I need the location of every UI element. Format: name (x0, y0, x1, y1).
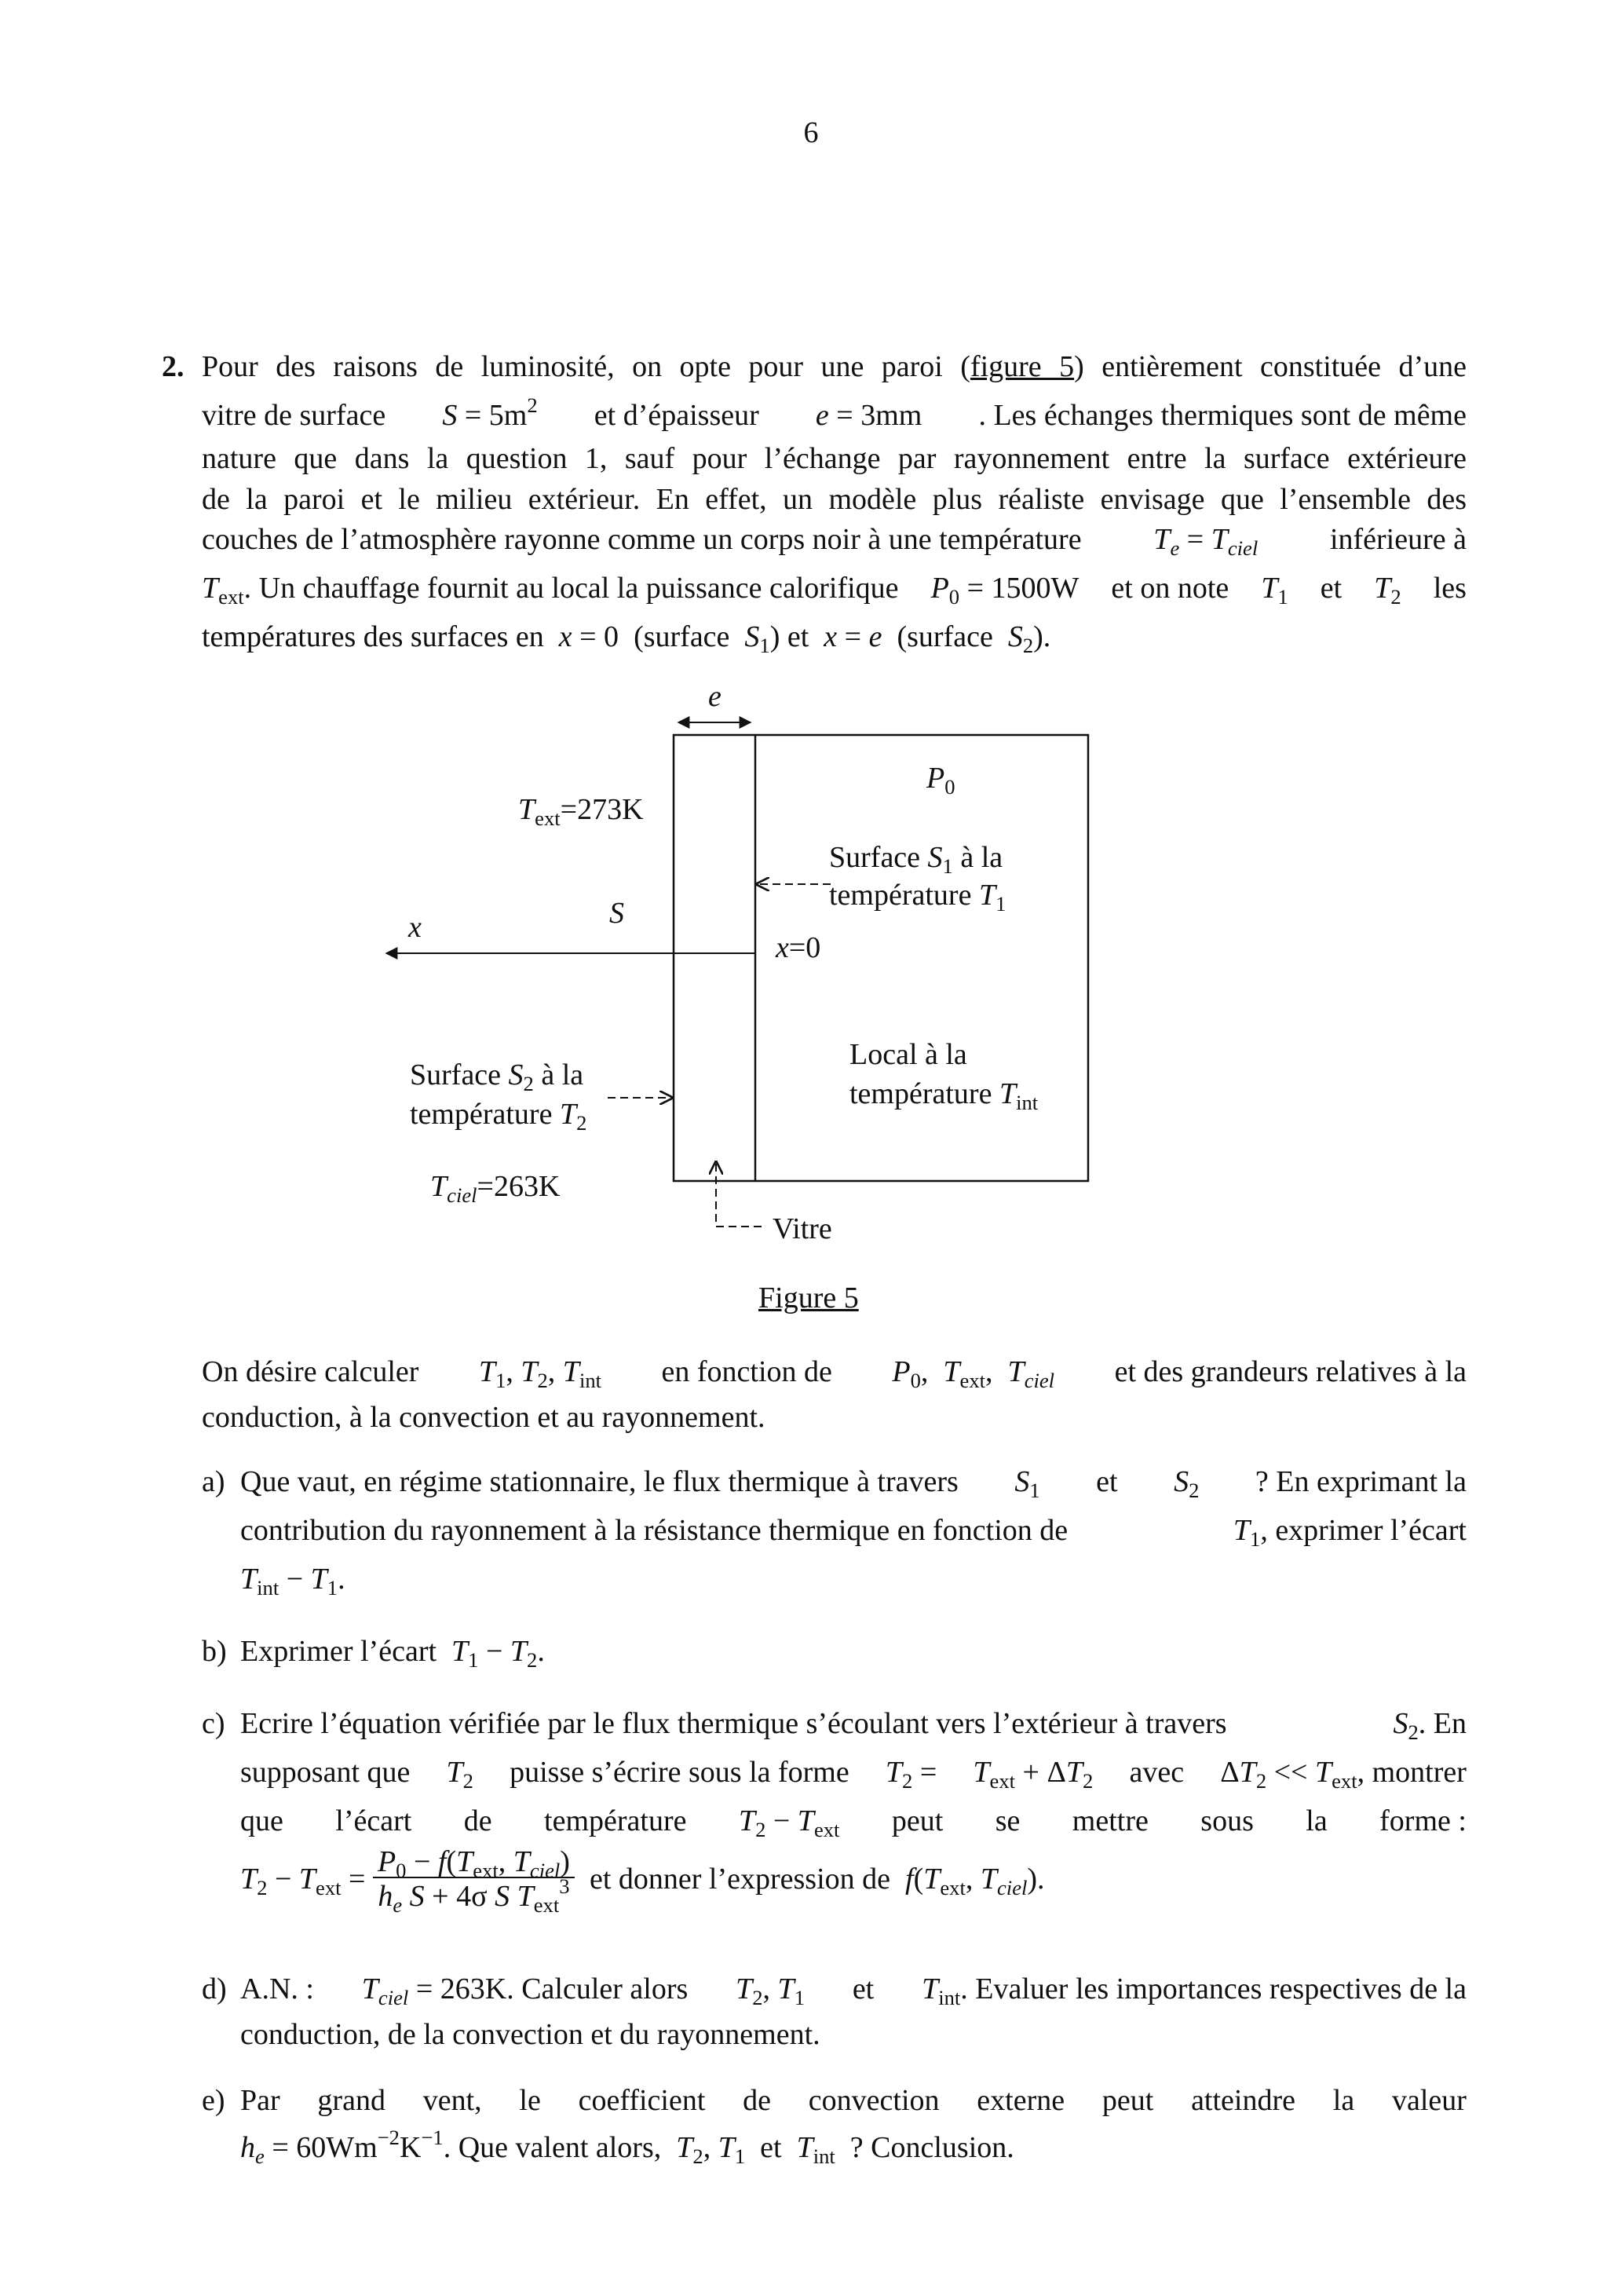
q2-line-2: vitre de surface $S = 5m^2$ et d’épaisseur e = 3mm . Les échanges thermiques sont de même (202, 393, 1467, 432)
qc-line-3: que l’écart de température $T_2 - T_{ext}$ peut se mettre sous la forme : (240, 1804, 1467, 1841)
q2-line-6: $T_{ext}$. Un chauffage fournit au local la puissance calorifique $P_0 = 1500W$ et on note $T_1$ et $T_2$ les (202, 572, 1467, 609)
qe-line-1: Par grand vent, le coefficient de convection externe peut atteindre la valeur (240, 2084, 1467, 2117)
qe-label: e) (202, 2084, 225, 2117)
fig-surface-s2: Surface $S_2$ à la température $T_2$ (410, 1058, 587, 1135)
qa-label: a) (202, 1465, 225, 1498)
fig-text-label: $T_{ext}=273K$ (518, 793, 644, 830)
page-number: 6 (803, 116, 819, 149)
figure-5-link[interactable]: figure 5 (970, 350, 1075, 383)
fig-vitre-label: Vitre (773, 1212, 832, 1245)
qd-label: d) (202, 1972, 227, 2005)
glass-pane (674, 735, 755, 1181)
q2-line-5: couches de l’atmosphère rayonne comme un corps noir à une température $T_e = T_{ciel}$ inférieure à (202, 523, 1467, 560)
qb-line: Exprimer l’écart $T_1 - T_2$. (240, 1635, 545, 1672)
qc-formula-line: $T_2 - T_{ext}$ = $\frac{P_0 - f(T_{ext}, T_{ciel})}{h_e S + 4\sigma S T_{ext}^3}$ et donner l’expression de $f(T_{ext}$, $T_{ciel}$). (240, 1845, 1045, 1917)
fig-x-label: x (408, 911, 422, 944)
qd-line-2: conduction, de la convection et du rayonnement. (240, 2018, 820, 2051)
q2-line-1: Pour des raisons de luminosité, on opte pour une paroi (figure 5) entièrement constituée d’une (202, 350, 1467, 383)
q2-line-4: de la paroi et le milieu extérieur. En effet, un modèle plus réaliste envisage que l’ensemble des (202, 483, 1467, 516)
intro-line-1: On désire calculer $T_1$, $T_2$, $T_{int}$ en fonction de $P_0$, $T_{ext}$, $T_{ciel}$ et des grandeurs relatives à la (202, 1355, 1467, 1392)
fig-local-label: Local à la température $T_{int}$ (849, 1038, 1039, 1114)
qc-label: c) (202, 1707, 225, 1740)
fig-p0-label: $P_0$ (926, 762, 955, 799)
formula-fraction: $\frac{P_0 - f(T_{ext}, T_{ciel})}{h_e S + 4\sigma S T_{ext}^3}$ (373, 1847, 575, 1911)
fig-e-label: e (708, 680, 721, 713)
qa-line-2: contribution du rayonnement à la résistance thermique en fonction de $T_1$, exprimer l’écart (240, 1514, 1467, 1551)
q2-line-7: températures des surfaces en x = 0 (surface $S_1$) et x = e (surface $S_2$). (202, 620, 1051, 657)
figure-caption: Figure 5 (758, 1281, 859, 1314)
fig-x0-label: x=0 (776, 931, 821, 964)
qb-label: b) (202, 1635, 227, 1668)
qe-line-2: $h_e = 60Wm^{-2}K^{-1}$. Que valent alors, $T_2$, $T_1$ et $T_{int}$ ? Conclusion. (240, 2126, 1014, 2168)
qd-line-1: A.N. : $T_{ciel} = 263K$. Calculer alors $T_2$, $T_1$ et $T_{int}$. Evaluer les importances respectives de la (240, 1972, 1467, 2009)
qa-line-1: Que vaut, en régime stationnaire, le flux thermique à travers $S_1$ et $S_2$ ? En exprimant la (240, 1465, 1467, 1502)
qc-line-1: Ecrire l’équation vérifiée par le flux thermique s’écoulant vers l’extérieur à travers $S_2$. En (240, 1707, 1467, 1744)
formula-lhs: $T_2 - T_{ext}$ = (240, 1863, 373, 1899)
fig-tciel-label: $T_{ciel}=263K$ (430, 1170, 561, 1207)
q2-line-3: nature que dans la question 1, sauf pour l’échange par rayonnement entre la surface extérieure (202, 442, 1467, 475)
qa-line-3: $T_{int} - T_1$. (240, 1563, 345, 1600)
fig-surface-s1: Surface $S_1$ à la température $T_1$ (829, 841, 1006, 916)
fig-s-label: S (609, 897, 624, 930)
intro-line-2: conduction, à la convection et au rayonnement. (202, 1401, 765, 1434)
question-number: 2. (162, 350, 184, 383)
qc-line-2: supposant que $T_2$ puisse s’écrire sous la forme $T_2$ = $T_{ext} + \Delta T_2$ avec $\Delta T_2 << T_{ext}$, montrer (240, 1756, 1467, 1793)
